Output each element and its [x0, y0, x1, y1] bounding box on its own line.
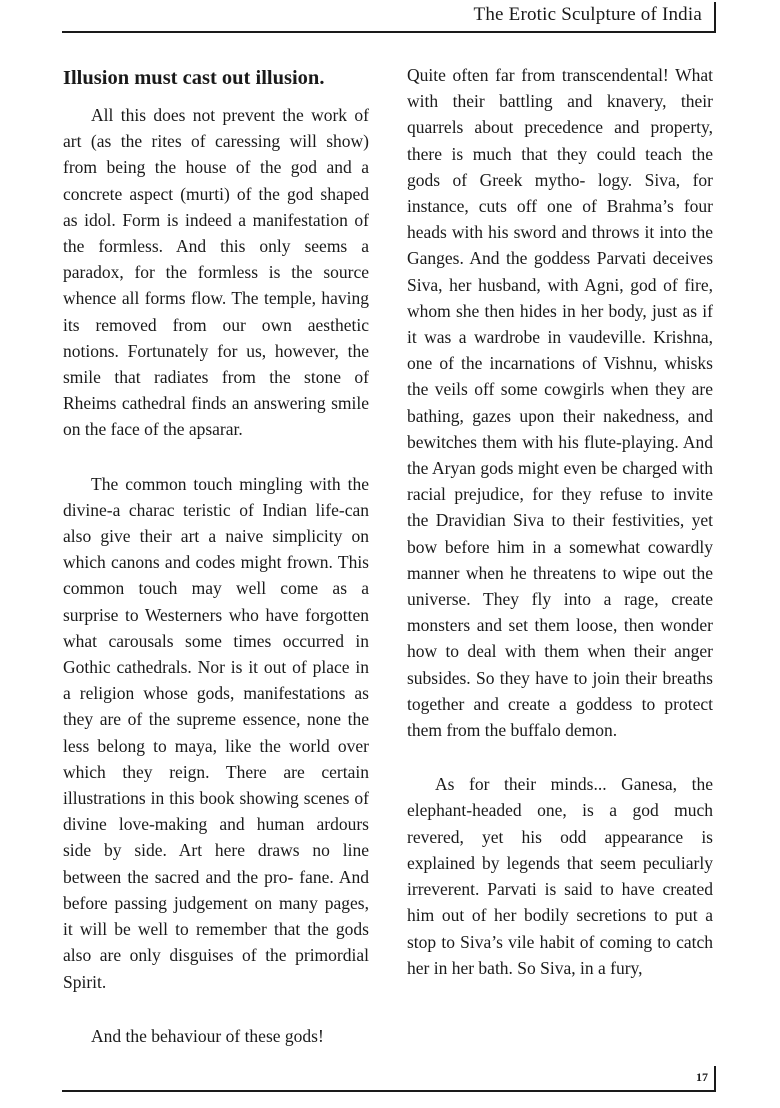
page-number: 17	[696, 1070, 708, 1084]
running-head: The Erotic Sculpture of India	[473, 4, 702, 25]
footer-vertical-rule	[714, 1066, 716, 1092]
paragraph: And the behaviour of these gods!	[91, 1025, 324, 1046]
section-heading: Illusion must cast out illusion.	[63, 67, 325, 89]
paragraph: All this does not prevent the work of art (as the rites of caressing will show) from being the house of the god and a concrete aspect (murti) of the god shaped as idol. Form is indeed a manifestation of the formless. And this only seems a paradox, for the formless is the source whence all forms flow. The temple, having its removed from our own aesthetic notions. Fortunately for us, however, the smile that radiates from the stone of Rheims cathedral finds an answering smile on the face of the apsarar.	[63, 105, 369, 440]
paragraph: As for their minds... Ganesa, the elephant-headed one, is a god much revered, yet his odd appearance is explained by legends that seem peculiarly irreverent. Parvati is said to have created him out of her bodily secretions to put a stop to Siva’s vile habit of coming to catch her in her bath. So Siva, in a fury,	[407, 774, 713, 978]
header-vertical-rule	[714, 2, 716, 32]
right-column	[407, 62, 713, 981]
left-column	[63, 62, 369, 1049]
header-rule	[62, 31, 716, 33]
paragraph: The common touch mingling with the divine-a charac teristic of Indian life-can also give their art a naive simplicity on which canons and codes might frown. This common touch may well come as a surprise to Westerners who have forgotten what carousals some times occurred in Gothic cathedrals. Nor is it out of place in a religion whose gods, manifestations as they are of the supreme essence, none the less belong to maya, like the world over which they reign. There are certain illustrations in this book showing scenes of divine love-making and human ardours side by side. Art here draws no line between the sacred and the pro- fane. And before passing judgement on many pages, it will be well to remember that the gods also are only disguises of the primordial Spirit.	[63, 473, 369, 992]
footer-rule	[62, 1090, 716, 1092]
paragraph: Quite often far from transcendental! What with their battling and knavery, their quarrels about precedence and property, there is much that they could teach the gods of Greek mytho- logy. Siva, for instance, cuts off one of Brahma’s four heads with his sword and throws it into the Ganges. And the goddess Parvati deceives Siva, her husband, with Agni, god of fire, whom she then hides in her body, just as if it was a wardrobe in vaudeville. Krishna, one of the incarnations of Vishnu, whisks the veils off some cowgirls when they are bathing, gazes upon their nakedness, and bewitches them with his flute-playing. And the Aryan gods might even be charged with racial prejudice, for they refuse to invite the Dravidian Siva to their festivities, yet bow before him in a somewhat cowardly manner when he threatens to wipe out the universe. They fly into a rage, create monsters and set them loose, then wonder how to deal with them when their anger subsides. So they have to join their breaths together and create a goddess to protect them from the buffalo demon.	[407, 65, 713, 741]
